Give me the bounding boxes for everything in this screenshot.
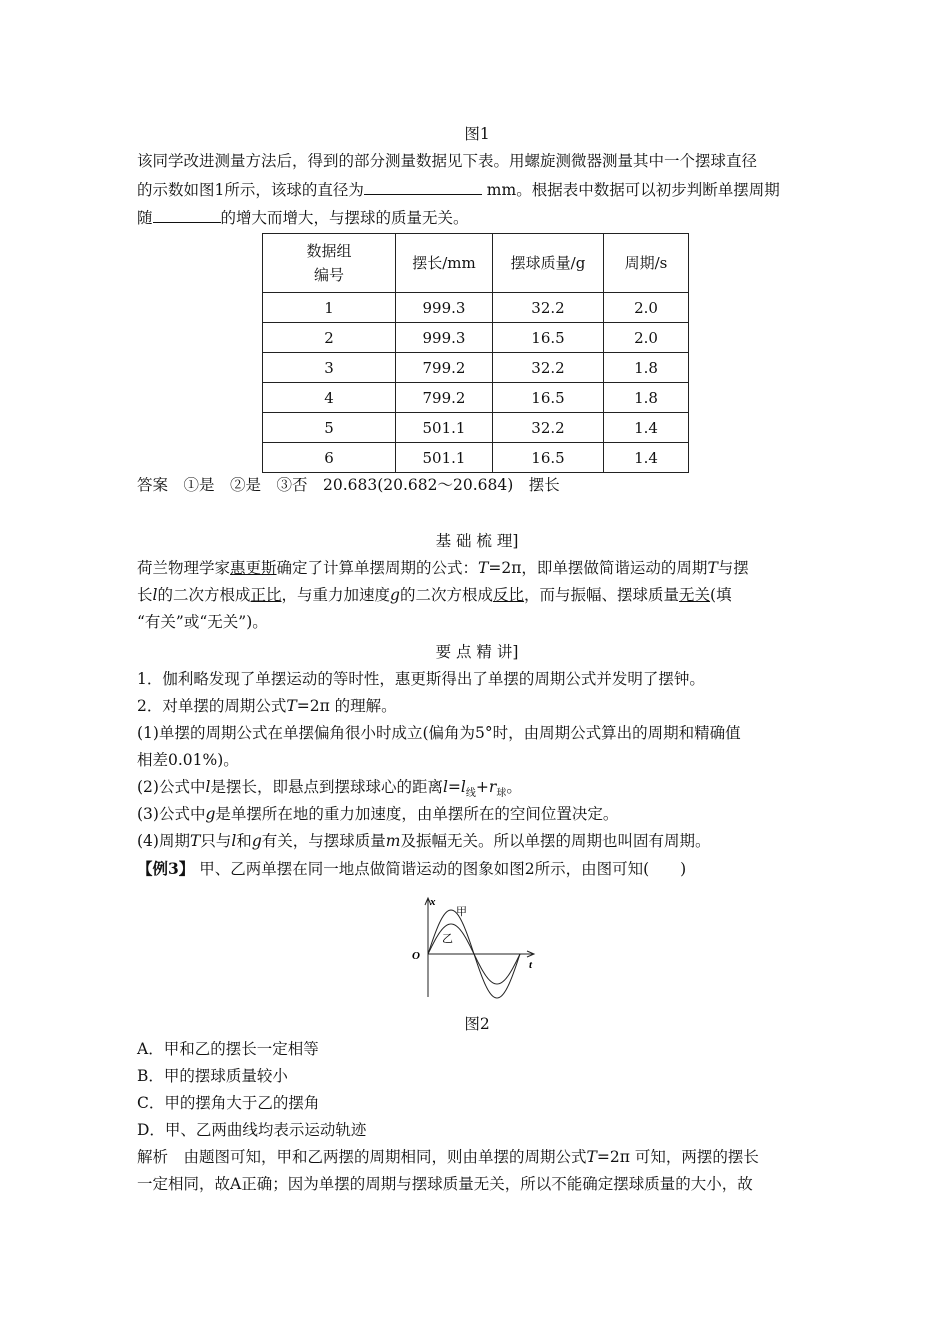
text: ，与重力加速度 [281,586,391,604]
option-a[interactable]: A．甲和乙的摆长一定相等 [137,1040,319,1058]
section-title-points: 要 点 精 讲] [435,643,519,661]
text: 只与 [200,832,232,850]
figure2-caption: 图2 [464,1015,490,1033]
basics-line [137,584,817,606]
text: 的二次方根成 [399,586,493,604]
text: 解析 由题图可知，甲和乙两摆的周期相同，则由单摆的周期公式 [137,1148,587,1166]
paragraph-line [137,206,817,229]
option-d[interactable]: D．甲、乙两曲线均表示运动轨迹 [137,1121,367,1139]
text: + [475,778,489,796]
text: 长 [137,586,153,604]
subscript: 球 [496,788,507,800]
table-cell: 2 [263,323,396,353]
example-text: 甲、乙两单摆在同一地点做简谐运动的图象如图2所示，由图可知( ) [199,860,687,878]
basics-line [137,557,817,579]
point-line [137,830,817,852]
table-cell: 5 [263,413,396,443]
var-l: l [152,586,158,604]
solution-line [137,1146,817,1168]
var-g: g [205,805,216,823]
table-cell: 999.3 [396,293,493,323]
origin-label: O [412,950,420,962]
point-line: 相差0.01%)。 [137,751,239,769]
text: =2π 的理解。 [296,697,397,715]
table-row [263,323,689,353]
text: 的二次方根成 [157,586,251,604]
table-cell: 2.0 [604,293,689,323]
figure2-graph [410,893,540,1001]
text: (填 [710,586,732,604]
point-line [137,695,817,717]
fill-blank-diameter[interactable] [364,178,482,195]
paragraph-line: 该同学改进测量方法后，得到的部分测量数据见下表。用螺旋测微器测量其中一个摆球直径 [137,152,758,170]
text: =2π，即单摆做简谐运动的周期 [488,559,708,577]
header-cell-length: 摆长/mm [396,234,493,293]
table-cell: 4 [263,383,396,413]
table-row [263,413,689,443]
var-m: m [385,832,401,850]
var-T: T [189,832,201,850]
option-b[interactable]: B．甲的摆球质量较小 [137,1067,288,1085]
table-cell: 999.3 [396,323,493,353]
curve-jia-label: 甲 [456,905,467,918]
solution-line: 一定相同，故A正确；因为单摆的周期与摆球质量无关，所以不能确定摆球质量的大小，故 [137,1175,753,1193]
table-cell: 1.4 [604,443,689,473]
table-cell: 3 [263,353,396,383]
text: 2．对单摆的周期公式 [137,697,287,715]
text: 是单摆所在地的重力加速度，由单摆所在的空间位置决定。 [215,805,619,823]
var-l: l [231,832,237,850]
var-l: l [460,778,466,796]
table-cell: 16.5 [493,443,604,473]
header-text: 数据组 [306,242,352,260]
var-g: g [251,832,262,850]
table-cell: 2.0 [604,323,689,353]
header-text: 编号 [313,266,344,284]
table-cell: 1.8 [604,383,689,413]
text: (3)公式中 [137,805,206,823]
text: 确定了计算单摆周期的公式： [276,559,479,577]
table-cell: 16.5 [493,323,604,353]
table-cell: 32.2 [493,293,604,323]
data-table [262,233,689,473]
var-r: r [488,778,497,796]
text: 的示数如图1所示，该球的直径为 [137,181,364,199]
table-cell: 16.5 [493,383,604,413]
var-l: l [205,778,211,796]
example-tag: 【例3】 [137,859,195,878]
table-row [263,443,689,473]
text: = [447,778,461,796]
text: mm。根据表中数据可以初步判断单摆周期 [481,181,780,199]
underlined-answer: 反比 [492,586,524,604]
table-cell: 6 [263,443,396,473]
section-title-basics: 基 础 梳 理] [435,532,519,550]
curve-yi-label: 乙 [442,932,453,945]
table-row [263,293,689,323]
figure1-caption: 图1 [464,125,490,143]
text: 的增大而增大，与摆球的质量无关。 [220,209,469,227]
table-cell: 1 [263,293,396,323]
text: 随 [137,209,153,227]
point-line [137,803,817,825]
text: =2π 可知，两摆的摆长 [596,1148,759,1166]
table-cell: 501.1 [396,413,493,443]
table-cell: 799.2 [396,353,493,383]
table-cell: 32.2 [493,353,604,383]
point-line: 1．伽利略发现了单摆运动的等时性，惠更斯得出了单摆的周期公式并发明了摆钟。 [137,670,705,688]
point-line [137,776,817,805]
underlined-answer: 正比 [250,586,282,604]
y-axis-label: x [430,896,436,908]
header-cell-group [263,234,396,293]
text: 及振幅无关。所以单摆的周期也叫固有周期。 [400,832,711,850]
var-g: g [390,586,400,604]
text: 和 [236,832,252,850]
x-axis-label: t [529,959,533,971]
text: 荷兰物理学家 [137,559,231,577]
var-T: T [286,697,297,715]
table-cell: 799.2 [396,383,493,413]
var-l: l [442,778,448,796]
text: 有关，与摆球质量 [261,832,386,850]
header-cell-period: 周期/s [604,234,689,293]
underlined-answer: 无关 [679,586,711,604]
text: (2)公式中 [137,778,206,796]
basics-line: “有关”或“无关”)。 [137,613,268,631]
answer-line: 答案 ①是 ②是 ③否 20.683(20.682～20.684) 摆长 [137,476,560,494]
table-row [263,353,689,383]
example-line [137,858,817,880]
underlined-answer: 惠更斯 [230,559,277,577]
table-cell: 1.8 [604,353,689,383]
paragraph-line [137,178,817,201]
option-c[interactable]: C．甲的摆角大于乙的摆角 [137,1094,320,1112]
table-header-row [263,234,689,293]
text: (4)周期 [137,832,190,850]
point-line: (1)单摆的周期公式在单摆偏角很小时成立(偏角为5°时，由周期公式算出的周期和精确值 [137,724,741,742]
header-cell-mass: 摆球质量/g [493,234,604,293]
subscript: 线 [465,788,476,800]
table-cell: 501.1 [396,443,493,473]
var-T: T [478,559,489,577]
table-cell: 1.4 [604,413,689,443]
text: 。 [506,778,522,796]
text: 与摆 [717,559,749,577]
text: ，而与振幅、摆球质量 [524,586,680,604]
var-T: T [707,559,718,577]
fill-blank-variable[interactable] [153,206,221,223]
table-cell: 32.2 [493,413,604,443]
table-row [263,383,689,413]
text: 是摆长，即悬点到摆球球心的距离 [210,778,443,796]
var-T: T [586,1148,597,1166]
